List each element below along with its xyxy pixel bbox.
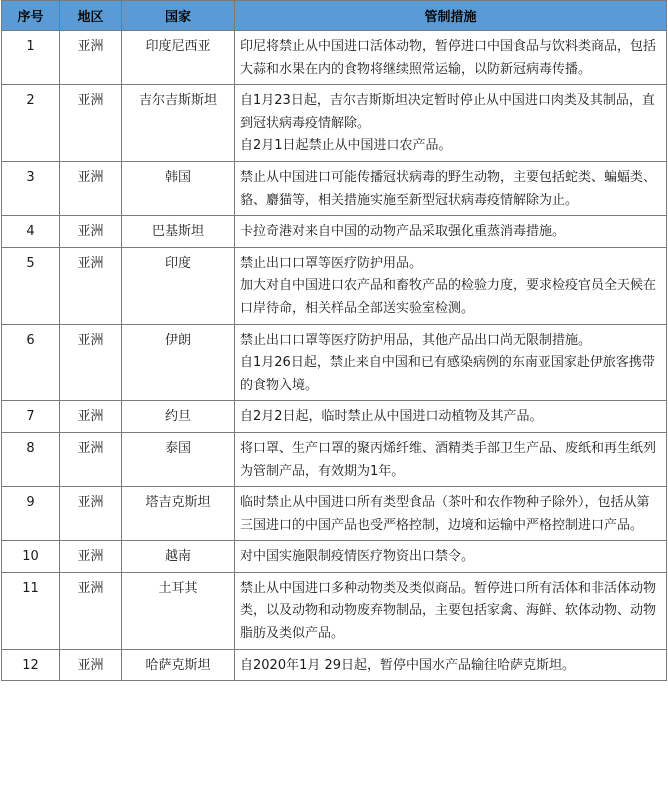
- header-measures: 管制措施: [235, 1, 667, 31]
- row-measures: [235, 487, 667, 541]
- row-number: 8: [2, 432, 60, 486]
- row-country: 越南: [122, 541, 235, 573]
- row-measures: [235, 541, 667, 573]
- table-row: [2, 31, 667, 85]
- row-number: 3: [2, 161, 60, 215]
- row-measures: [235, 31, 667, 85]
- row-region: 亚洲: [60, 649, 122, 681]
- measure-paragraph: 自1月26日起，禁止来自中国和已有感染病例的东南亚国家赴伊旅客携带的食物入境。: [240, 355, 655, 393]
- table-row: [2, 572, 667, 649]
- row-country: 吉尔吉斯斯坦: [122, 85, 235, 162]
- row-country: 约旦: [122, 401, 235, 433]
- row-number: 11: [2, 572, 60, 649]
- row-region: 亚洲: [60, 572, 122, 649]
- row-number: 12: [2, 649, 60, 681]
- row-measures: [235, 572, 667, 649]
- row-region: 亚洲: [60, 487, 122, 541]
- row-measures: [235, 324, 667, 401]
- header-row: [2, 1, 667, 31]
- measure-paragraph: 印尼将禁止从中国进口活体动物，暂停进口中国食品与饮料类商品，包括大蒜和水果在内的食物将继续照常运输，以防新冠病毒传播。: [240, 39, 657, 77]
- row-number: 10: [2, 541, 60, 573]
- measure-paragraph: 自2月1日起禁止从中国进口农产品。: [240, 138, 452, 154]
- table-row: [2, 649, 667, 681]
- table-row: [2, 487, 667, 541]
- measure-paragraph: 卡拉奇港对来自中国的动物产品采取强化重蒸消毒措施。: [240, 224, 566, 240]
- measure-paragraph: 禁止从中国进口可能传播冠状病毒的野生动物，主要包括蛇类、蝙蝠类、貉、麝猫等，相关措施实施至新型冠状病毒疫情解除为止。: [240, 169, 657, 208]
- measure-paragraph: 禁止从中国进口多种动物类及类似商品。暂停进口所有活体和非活体动物类，以及动物和动物废弃物制品，主要包括家禽、海鲜、软体动物、动物脂肪及类似产品。: [240, 580, 657, 642]
- row-region: 亚洲: [60, 541, 122, 573]
- row-country: 巴基斯坦: [122, 216, 235, 248]
- measure-paragraph: 自1月23日起，吉尔吉斯斯坦决定暂时停止从中国进口肉类及其制品，直到冠状病毒疫情解除。: [240, 93, 655, 131]
- table-row: [2, 541, 667, 573]
- row-number: 9: [2, 487, 60, 541]
- measure-paragraph: 自2020年1月 29日起，暂停中国水产品输往哈萨克斯坦。: [240, 657, 576, 673]
- row-region: 亚洲: [60, 31, 122, 85]
- row-measures: [235, 216, 667, 248]
- row-country: 印度尼西亚: [122, 31, 235, 85]
- table-body: [2, 31, 667, 681]
- table-row: [2, 85, 667, 162]
- row-measures: [235, 401, 667, 433]
- header-no: 序号: [2, 1, 60, 31]
- table-row: [2, 161, 667, 215]
- header-country: 国家: [122, 1, 235, 31]
- table-row: [2, 401, 667, 433]
- measure-paragraph: 自2月2日起，临时禁止从中国进口动植物及其产品。: [240, 409, 543, 425]
- row-region: 亚洲: [60, 324, 122, 401]
- row-region: 亚洲: [60, 161, 122, 215]
- row-measures: [235, 161, 667, 215]
- row-measures: [235, 247, 667, 324]
- table-row: [2, 247, 667, 324]
- row-region: 亚洲: [60, 216, 122, 248]
- measure-paragraph: 加大对自中国进口农产品和畜牧产品的检验力度，要求检疫官员全天候在口岸待命，相关样品全部送实验室检测。: [240, 278, 657, 316]
- row-country: 土耳其: [122, 572, 235, 649]
- row-number: 7: [2, 401, 60, 433]
- row-number: 2: [2, 85, 60, 162]
- measure-paragraph: 对中国实施限制疫情医疗物资出口禁令。: [240, 549, 475, 565]
- row-number: 1: [2, 31, 60, 85]
- measure-paragraph: 将口罩、生产口罩的聚丙烯纤维、酒精类手部卫生产品、废纸和再生纸列为管制产品，有效期为1年。: [240, 440, 657, 479]
- row-region: 亚洲: [60, 432, 122, 486]
- row-number: 6: [2, 324, 60, 401]
- row-country: 泰国: [122, 432, 235, 486]
- measure-paragraph: 禁止出口口罩等医疗防护用品，其他产品出口尚无限制措施。: [240, 332, 592, 348]
- row-measures: [235, 85, 667, 162]
- row-measures: [235, 432, 667, 486]
- table-row: [2, 216, 667, 248]
- row-country: 塔吉克斯坦: [122, 487, 235, 541]
- row-region: 亚洲: [60, 85, 122, 162]
- row-region: 亚洲: [60, 401, 122, 433]
- row-country: 哈萨克斯坦: [122, 649, 235, 681]
- row-number: 5: [2, 247, 60, 324]
- table-row: [2, 432, 667, 486]
- table-row: [2, 324, 667, 401]
- row-country: 韩国: [122, 161, 235, 215]
- row-region: 亚洲: [60, 247, 122, 324]
- row-number: 4: [2, 216, 60, 248]
- measure-paragraph: 临时禁止从中国进口所有类型食品（茶叶和农作物种子除外），包括从第三国进口的中国产品也受严格控制，边境和运输中严格控制进口产品。: [240, 495, 650, 533]
- header-region: 地区: [60, 1, 122, 31]
- row-country: 伊朗: [122, 324, 235, 401]
- row-country: 印度: [122, 247, 235, 324]
- table-header: [2, 1, 667, 31]
- measure-paragraph: 禁止出口口罩等医疗防护用品。: [240, 255, 423, 271]
- row-measures: [235, 649, 667, 681]
- trade-control-table: [1, 0, 667, 681]
